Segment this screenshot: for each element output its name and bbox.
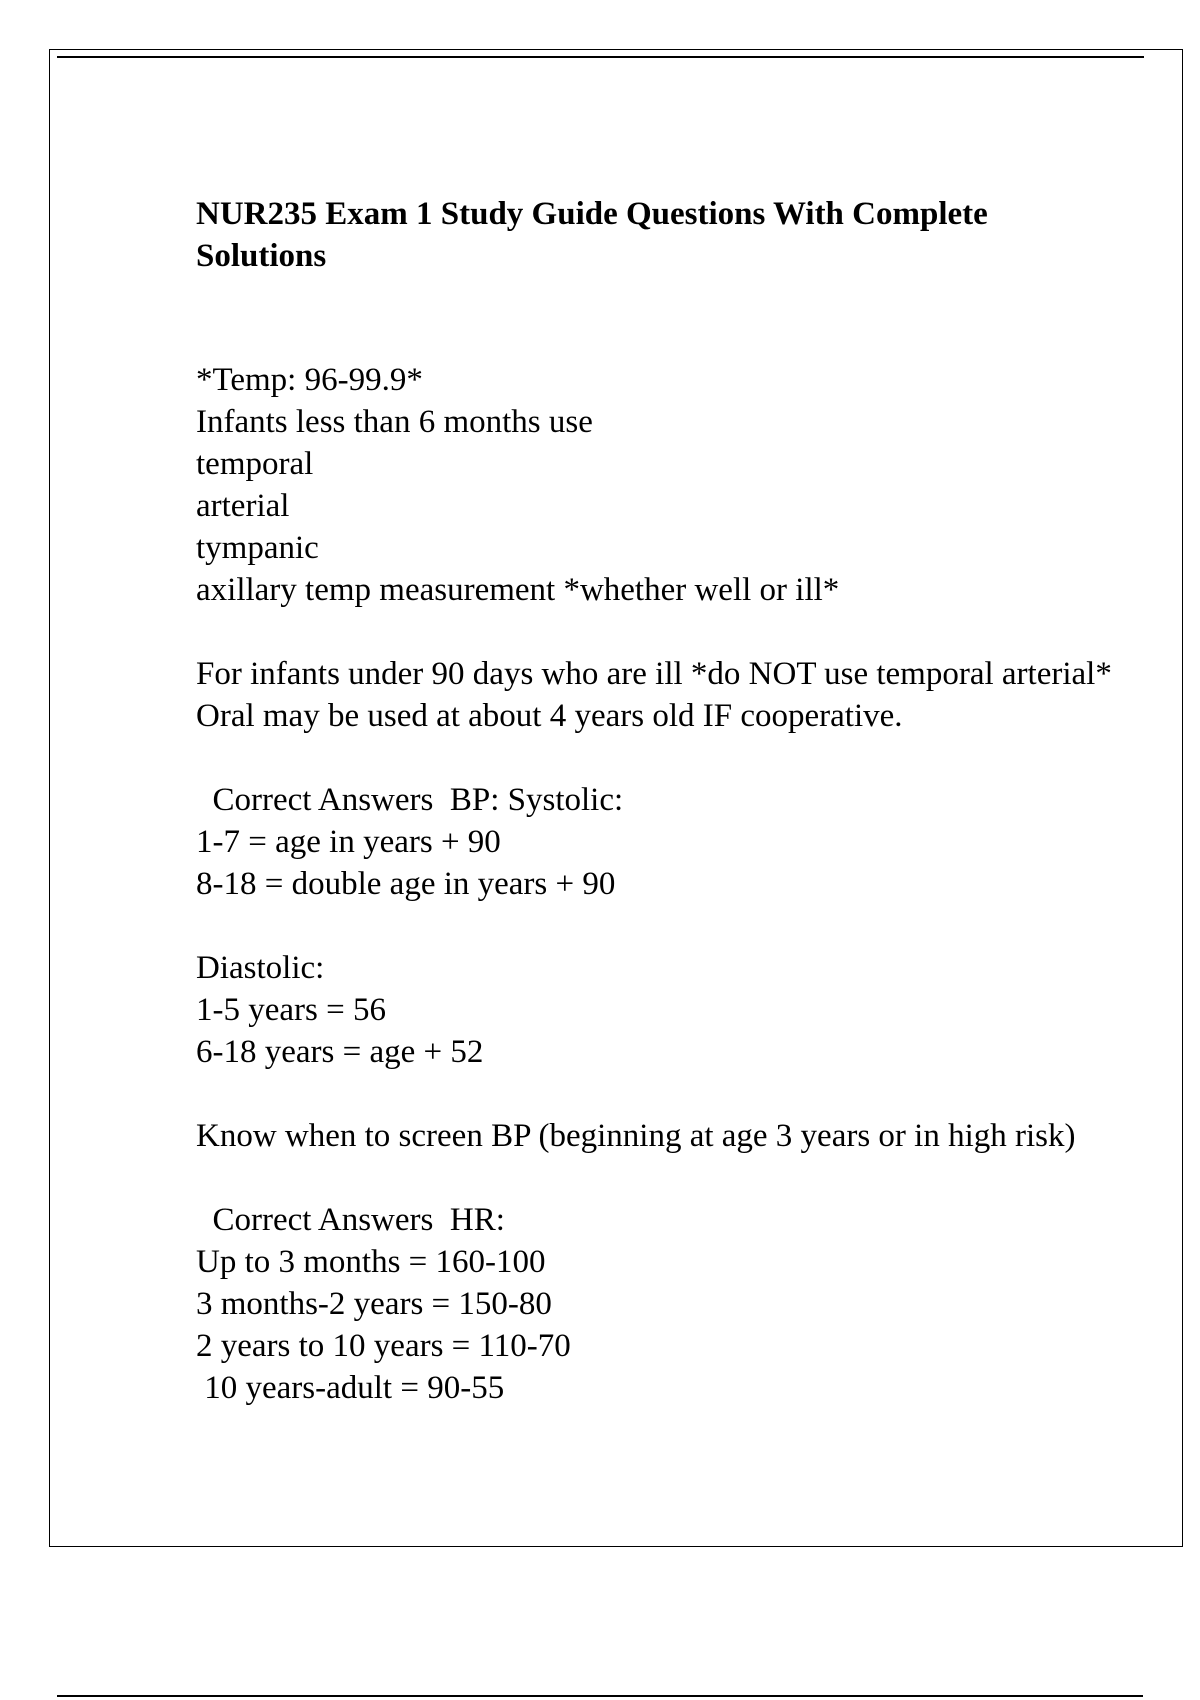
- document-title: NUR235 Exam 1 Study Guide Questions With Complete Solutions: [196, 196, 988, 274]
- heart-rate-section: [196, 1199, 1126, 1409]
- document-body: [196, 193, 1126, 1451]
- text-line: 1-5 years = 56: [196, 992, 386, 1028]
- text-line: temporal: [196, 446, 314, 482]
- text-line: 6-18 years = age + 52: [196, 1034, 484, 1070]
- text-line: arterial: [196, 488, 290, 524]
- page-border: [49, 49, 1183, 1547]
- bp-screening-note: [196, 1115, 1126, 1157]
- text-line: Infants less than 6 months use: [196, 404, 593, 440]
- header-rule: [57, 56, 1144, 58]
- text-line: 3 months-2 years = 150-80: [196, 1286, 552, 1322]
- temperature-section: [196, 359, 1126, 611]
- text-line: Up to 3 months = 160-100: [196, 1244, 546, 1280]
- text-line: 1-7 = age in years + 90: [196, 824, 501, 860]
- systolic-bp-section: [196, 779, 1126, 905]
- answer-heading: Correct Answers HR:: [196, 1202, 505, 1238]
- text-line: axillary temp measurement *whether well or ill*: [196, 572, 840, 608]
- text-line: Diastolic:: [196, 950, 325, 986]
- text-line: Oral may be used at about 4 years old IF cooperative.: [196, 698, 903, 734]
- diastolic-bp-section: [196, 947, 1126, 1073]
- text-line: For infants under 90 days who are ill *do NOT use temporal arterial*: [196, 656, 1112, 692]
- text-line: Know when to screen BP (beginning at age 3 years or in high risk): [196, 1118, 1076, 1154]
- answer-heading: Correct Answers BP: Systolic:: [196, 782, 624, 818]
- infant-temperature-note: [196, 653, 1126, 737]
- text-line: 10 years-adult = 90-55: [196, 1370, 505, 1406]
- footer-rule: [57, 1695, 1143, 1697]
- text-line: 8-18 = double age in years + 90: [196, 866, 616, 902]
- text-line: tympanic: [196, 530, 319, 566]
- text-line: 2 years to 10 years = 110-70: [196, 1328, 571, 1364]
- text-line: *Temp: 96-99.9*: [196, 362, 423, 398]
